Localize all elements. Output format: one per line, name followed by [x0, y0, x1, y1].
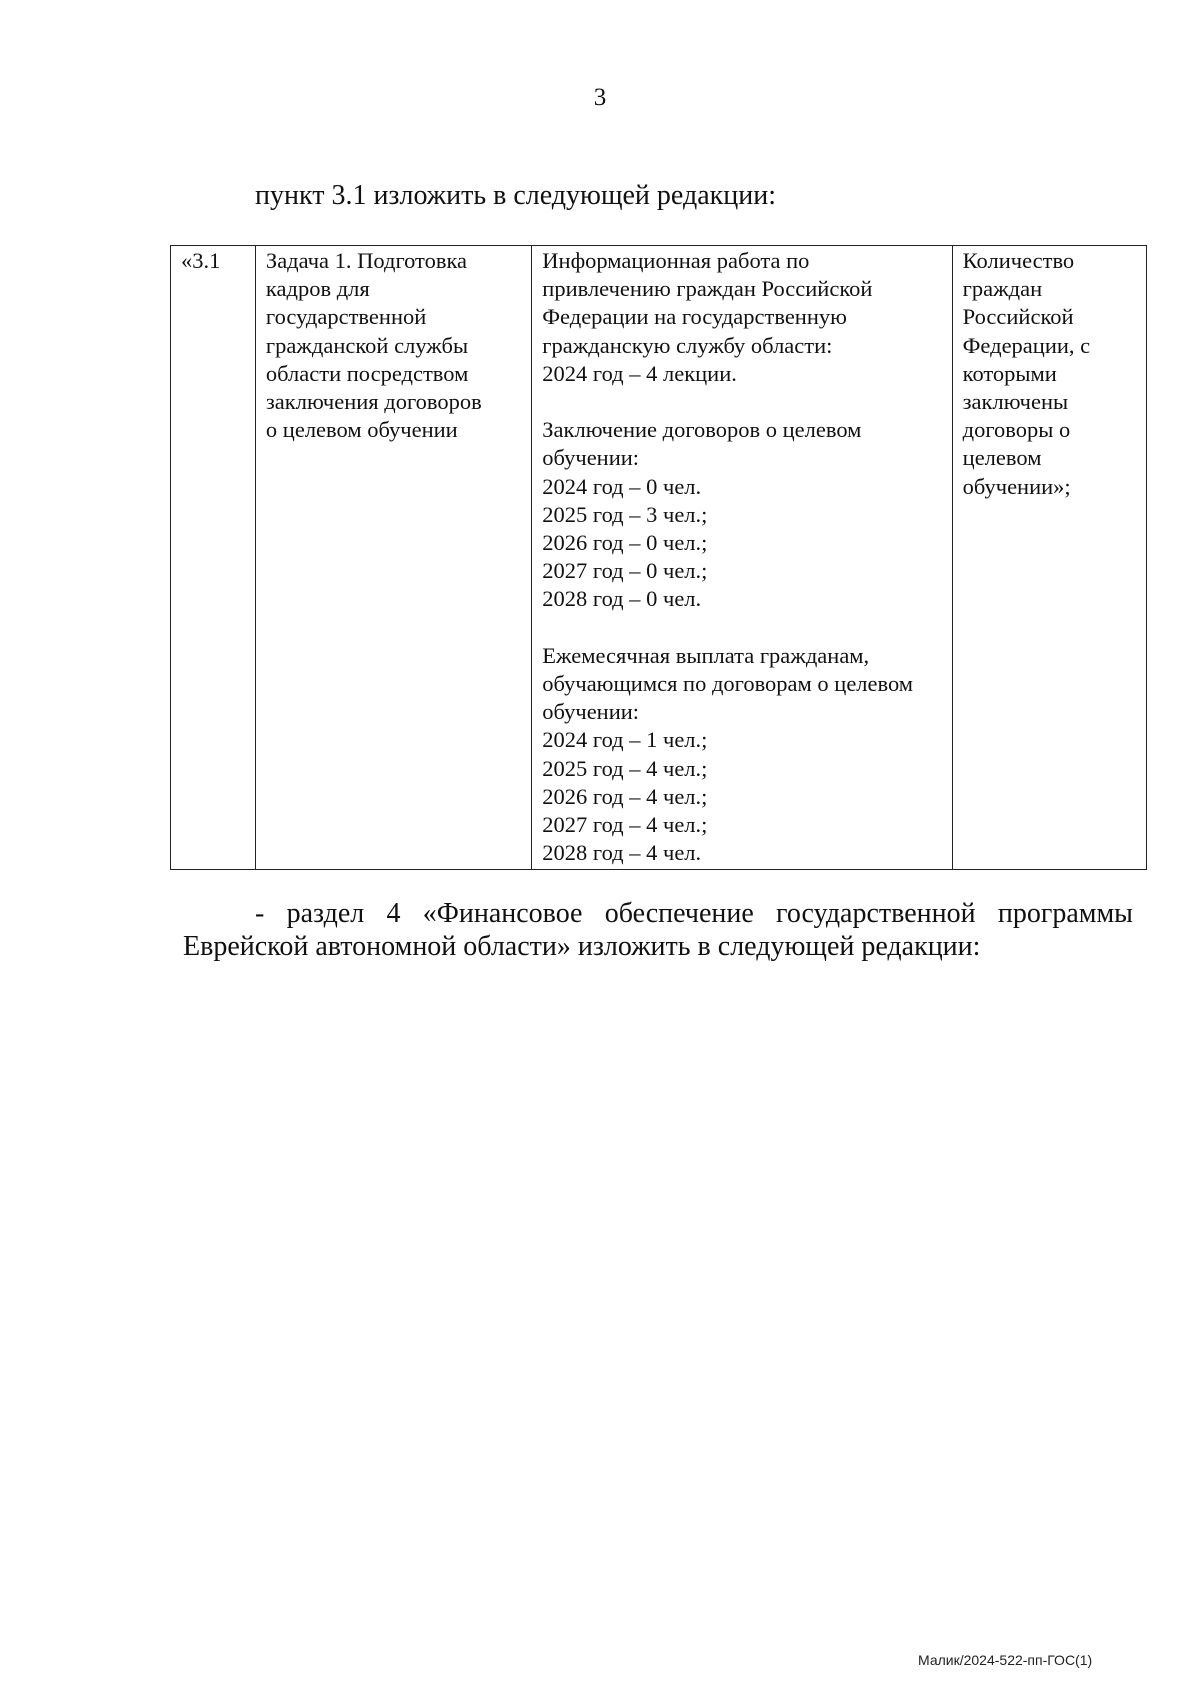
work-line: Информационная работа по: [542, 248, 810, 273]
task-line: кадров для: [265, 276, 370, 302]
task-line: Задача 1. Подготовка: [265, 248, 468, 273]
intro-text: пункт 3.1 изложить в следующей редакции:: [255, 180, 776, 211]
task-line: о целевом обучении: [265, 417, 458, 443]
work-line: 2028 год – 0 чел.: [542, 586, 702, 612]
indicator-line: граждан: [962, 276, 1043, 302]
paragraph-gap: [542, 614, 941, 642]
indicator-cell: [952, 246, 1146, 870]
work-line: обучении:: [542, 445, 640, 471]
task-line: области посредством: [265, 360, 469, 386]
work-line: 2024 год – 1 чел.;: [542, 727, 708, 753]
row-number: «3.1: [181, 248, 221, 273]
indicator-line: Российской: [962, 304, 1074, 330]
work-line: 2028 год – 4 чел.: [542, 840, 702, 866]
paragraph-gap: [542, 388, 941, 416]
task-cell: [255, 246, 531, 870]
work-line: привлечению граждан Российской: [542, 276, 873, 302]
table-row: [171, 246, 1147, 870]
task-line: гражданской службы: [265, 332, 469, 358]
closing-line: Еврейской автономной области» изложить в следующей редакции:: [183, 931, 981, 962]
work-line: 2024 год – 0 чел.: [542, 473, 702, 499]
document-code: Малик/2024-522-пп-ГОС(1): [918, 1652, 1093, 1668]
indicator-line: заключены: [962, 389, 1069, 415]
row-number-cell: [171, 246, 256, 870]
work-line: обучающимся по договорам о целевом: [542, 671, 914, 697]
work-line: 2026 год – 0 чел.;: [542, 530, 708, 556]
work-line: Заключение договоров о целевом: [542, 417, 862, 443]
indicator-line: которыми: [962, 360, 1057, 386]
task-line: государственной: [265, 304, 427, 330]
page-number: 3: [593, 84, 607, 111]
indicator-line: Количество: [962, 248, 1075, 273]
work-line: 2027 год – 4 чел.;: [542, 812, 708, 838]
closing-line: - раздел 4 «Финансовое обеспечение государственной программы: [255, 898, 1133, 929]
amendment-table: [170, 245, 1147, 870]
work-cell: [532, 246, 952, 870]
indicator-line: договоры о: [962, 417, 1071, 443]
work-line: гражданскую службу области:: [542, 332, 833, 358]
task-line: заключения договоров: [265, 389, 482, 415]
work-line: 2027 год – 0 чел.;: [542, 558, 708, 584]
indicator-line: целевом: [962, 445, 1042, 471]
indicator-line: Федерации, с: [962, 332, 1091, 358]
indicator-line: обучении»;: [962, 473, 1071, 499]
work-line: обучении:: [542, 699, 640, 725]
work-line: 2024 год – 4 лекции.: [542, 360, 737, 386]
work-line: Ежемесячная выплата гражданам,: [542, 642, 870, 668]
work-line: 2026 год – 4 чел.;: [542, 783, 708, 809]
work-line: Федерации на государственную: [542, 304, 847, 330]
work-line: 2025 год – 3 чел.;: [542, 501, 708, 527]
closing-paragraph: [183, 897, 1133, 963]
work-line: 2025 год – 4 чел.;: [542, 755, 708, 781]
